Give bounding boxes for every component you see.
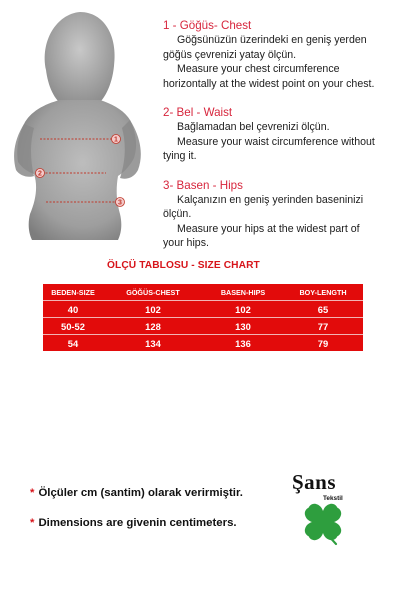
header-hips: BASEN-HIPS [203, 284, 283, 301]
header-chest: GÖĞÜS-CHEST [103, 284, 203, 301]
instruction-line: ölçün. [163, 208, 192, 220]
body-measurement-figure [0, 0, 160, 250]
cell-size: 40 [43, 301, 103, 318]
waist-marker-number: 2 [38, 170, 42, 178]
instruction-line: Göğsünüzün üzerindeki en geniş yerden [177, 34, 367, 46]
chest-instruction [163, 19, 397, 91]
header-size: BEDEN-SIZE [43, 284, 103, 301]
instruction-line: Measure your hips at the widest part of [177, 222, 360, 235]
cell-size: 54 [43, 335, 103, 352]
cell-length: 79 [283, 335, 363, 352]
note-text: Ölçüler cm (santim) olarak verirmiştir. [38, 487, 243, 499]
instruction-line: Measure your chest circumference [177, 63, 340, 75]
hips-marker-number: 3 [118, 199, 122, 207]
size-chart-table [43, 284, 363, 351]
brand-name: Şans [292, 470, 337, 494]
silhouette-head [45, 12, 115, 106]
cell-size: 50-52 [43, 318, 103, 335]
hips-instruction [163, 179, 397, 251]
instruction-line: tying it. [163, 150, 197, 162]
note-centimeters-en [30, 517, 237, 529]
instruction-line: Measure your waist circumference without [177, 135, 375, 148]
chest-title: 1 - Göğüs- Chest [163, 19, 252, 32]
cell-hips: 136 [203, 335, 283, 352]
waist-title: 2- Bel - Waist [163, 106, 233, 119]
cell-chest: 128 [103, 318, 203, 335]
chest-text [163, 33, 397, 91]
instruction-line: horizontally at the widest point on your chest. [163, 77, 375, 90]
cell-chest: 134 [103, 335, 203, 352]
table-row [43, 301, 363, 318]
asterisk-icon: * [30, 487, 35, 499]
waist-marker [36, 169, 45, 178]
cell-hips: 102 [203, 301, 283, 318]
header-length: BOY-LENGTH [283, 284, 363, 301]
body-silhouette-illustration [0, 0, 160, 250]
waist-text [163, 120, 397, 164]
brand-subtitle: Tekstil [323, 495, 343, 502]
asterisk-icon: * [30, 517, 35, 529]
instruction-line: your hips. [163, 237, 209, 249]
cell-length: 77 [283, 318, 363, 335]
silhouette-torso [17, 100, 136, 240]
cell-chest: 102 [103, 301, 203, 318]
hips-title: 3- Basen - Hips [163, 178, 243, 192]
hips-text [163, 193, 397, 251]
chest-marker [112, 135, 121, 144]
table-row [43, 335, 363, 352]
table-row [43, 318, 363, 335]
measurement-instructions [163, 19, 397, 266]
waist-instruction [163, 106, 397, 164]
size-chart-title: ÖLÇÜ TABLOSU - SIZE CHART [107, 260, 260, 271]
cell-hips: 130 [203, 318, 283, 335]
note-centimeters-tr [30, 487, 243, 499]
instruction-line: Kalçanızın en geniş yerinden baseninizi [177, 193, 364, 206]
clover-icon [300, 500, 346, 548]
cell-length: 65 [283, 301, 363, 318]
chest-marker-number: 1 [114, 136, 118, 144]
brand-logo [292, 470, 372, 550]
size-chart-header-row [43, 284, 363, 301]
instruction-line: Bağlamadan bel çevrenizi ölçün. [177, 121, 330, 133]
instruction-line: göğüs çevrenizi yatay ölçün. [163, 48, 297, 61]
hips-marker [116, 198, 125, 207]
note-text: Dimensions are givenin centimeters. [38, 517, 237, 529]
